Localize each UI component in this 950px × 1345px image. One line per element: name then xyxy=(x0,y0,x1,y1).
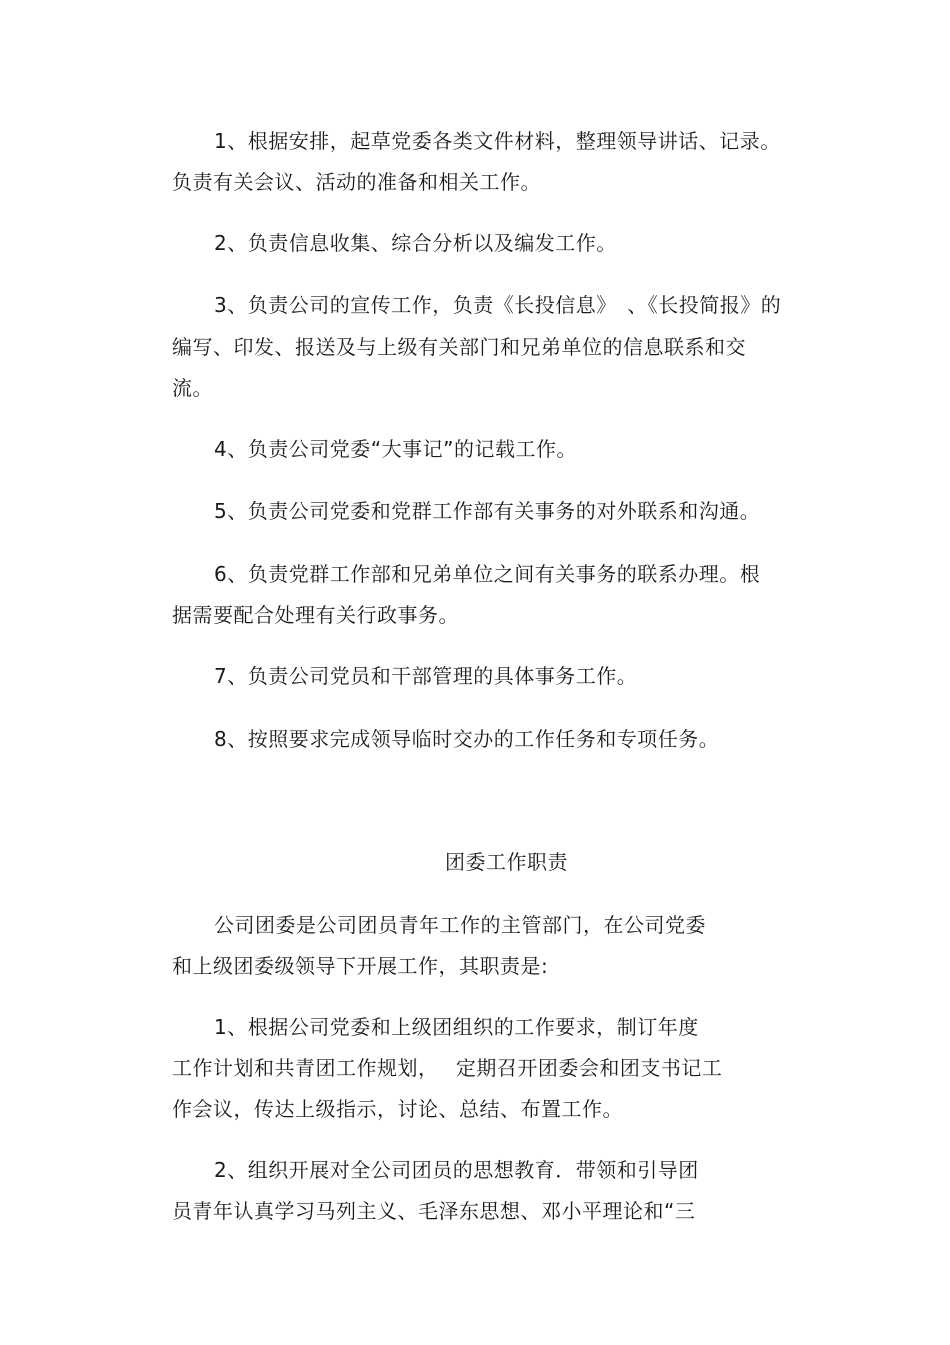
youth-duty-1-line-1: 1、根据公司党委和上级团组织的工作要求，制订年度 xyxy=(214,1015,699,1039)
youth-duty-1-line-2: 工作计划和共青团工作规划， 定期召开团委会和团支书记工 xyxy=(172,1056,723,1080)
youth-duty-2-line-2: 员青年认真学习马列主义、毛泽东思想、邓小平理论和“三 xyxy=(172,1199,696,1223)
party-duty-2-line-1: 2、负责信息收集、综合分析以及编发工作。 xyxy=(214,231,617,255)
youth-duty-1-line-3: 作会议，传达上级指示，讨论、总结、布置工作。 xyxy=(172,1097,623,1121)
party-duty-3-line-2: 编写、印发、报送及与上级有关部门和兄弟单位的信息联系和交 xyxy=(172,335,746,359)
youth-duty-2-line-1: 2、组织开展对全公司团员的思想教育．带领和引导团 xyxy=(214,1158,699,1182)
party-duty-7-line-1: 7、负责公司党员和干部管理的具体事务工作。 xyxy=(214,664,638,688)
party-duty-1-line-2: 负责有关会议、活动的准备和相关工作。 xyxy=(172,170,541,194)
party-duty-6-line-1: 6、负责党群工作部和兄弟单位之间有关事务的联系办理。根 xyxy=(214,562,761,586)
youth-league-intro-line-2: 和上级团委级领导下开展工作，其职责是: xyxy=(172,954,549,978)
party-duty-3-line-3: 流。 xyxy=(172,376,213,400)
party-duty-3-line-1: 3、负责公司的宣传工作，负责《长投信息》 、《长投简报》的 xyxy=(214,293,782,317)
party-duty-8-line-1: 8、按照要求完成领导临时交办的工作任务和专项任务。 xyxy=(214,727,720,751)
party-duty-4-line-1: 4、负责公司党委“大事记”的记载工作。 xyxy=(214,437,577,461)
party-duty-6-line-2: 据需要配合处理有关行政事务。 xyxy=(172,603,459,627)
party-duty-1-line-1: 1、根据安排，起草党委各类文件材料，整理领导讲话、记录。 xyxy=(214,129,781,153)
youth-league-intro-line-1: 公司团委是公司团员青年工作的主管部门，在公司党委 xyxy=(214,913,706,937)
youth-league-section-title: 团委工作职责 xyxy=(445,850,568,874)
party-duty-5-line-1: 5、负责公司党委和党群工作部有关事务的对外联系和沟通。 xyxy=(214,499,761,523)
